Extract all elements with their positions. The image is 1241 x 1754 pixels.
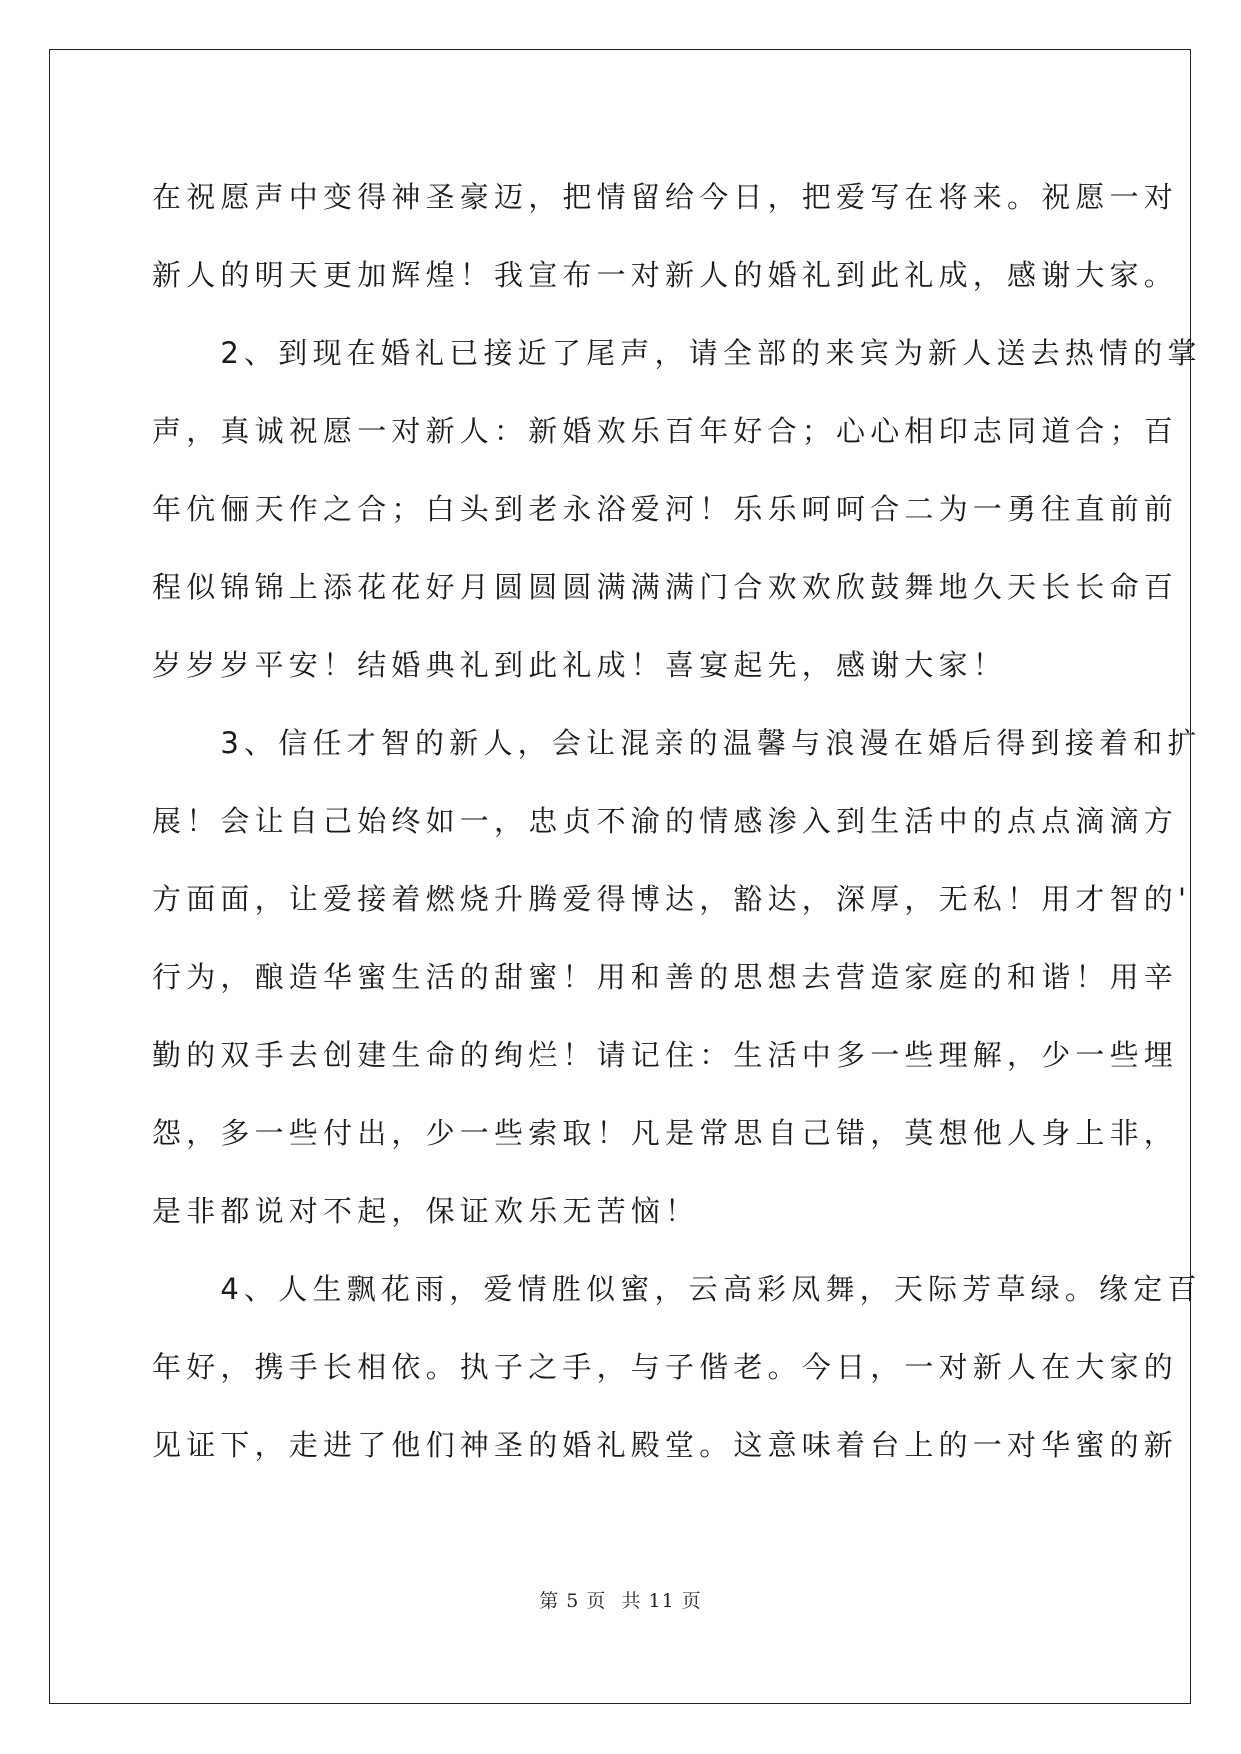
text-line: 勤的双手去创建生命的绚烂！请记住：生活中多一些理解，少一些埋 xyxy=(152,1038,1179,1072)
text-line: 方面面，让爱接着燃烧升腾爱得博达，豁达，深厚，无私！用才智的' xyxy=(152,882,1192,916)
page-total-label: 共 11 页 xyxy=(621,1590,702,1612)
document-body xyxy=(152,158,1202,1484)
text-line: 展！会让自己始终如一，忠贞不渝的情感渗入到生活中的点点滴滴方 xyxy=(152,804,1179,838)
page-number-label: 第 5 页 xyxy=(539,1590,607,1612)
text-line: 怨，多一些付出，少一些索取！凡是常思自己错，莫想他人身上非， xyxy=(152,1116,1179,1150)
paragraph xyxy=(152,1250,1202,1484)
paragraph xyxy=(152,314,1202,704)
text-line: 4、人生飘花雨，爱情胜似蜜，云高彩凤舞，天际芳草绿。缘定百 xyxy=(152,1272,1202,1306)
text-line: 2、到现在婚礼已接近了尾声，请全部的来宾为新人送去热情的掌 xyxy=(152,336,1202,370)
text-line: 见证下，走进了他们神圣的婚礼殿堂。这意味着台上的一对华蜜的新 xyxy=(152,1428,1179,1462)
text-line: 程似锦锦上添花花好月圆圆圆满满满门合欢欢欣鼓舞地久天长长命百 xyxy=(152,570,1179,604)
paragraph xyxy=(152,704,1202,1250)
text-line: 行为，酿造华蜜生活的甜蜜！用和善的思想去营造家庭的和谐！用辛 xyxy=(152,960,1179,994)
text-line: 是非都说对不起，保证欢乐无苦恼！ xyxy=(152,1194,700,1228)
paragraph xyxy=(152,158,1179,314)
text-line: 岁岁岁平安！结婚典礼到此礼成！喜宴起先，感谢大家！ xyxy=(152,648,1008,682)
page-footer xyxy=(0,1586,1241,1613)
text-line: 年好，携手长相依。执子之手，与子偕老。今日，一对新人在大家的 xyxy=(152,1350,1179,1384)
text-line: 在祝愿声中变得神圣豪迈，把情留给今日，把爱写在将来。祝愿一对 xyxy=(152,180,1179,214)
text-line: 3、信任才智的新人，会让混亲的温馨与浪漫在婚后得到接着和扩 xyxy=(152,726,1202,760)
text-line: 声，真诚祝愿一对新人：新婚欢乐百年好合；心心相印志同道合；百 xyxy=(152,414,1179,448)
text-line: 新人的明天更加辉煌！我宣布一对新人的婚礼到此礼成，感谢大家。 xyxy=(152,258,1179,292)
text-line: 年伉俪天作之合；白头到老永浴爱河！乐乐呵呵合二为一勇往直前前 xyxy=(152,492,1179,526)
